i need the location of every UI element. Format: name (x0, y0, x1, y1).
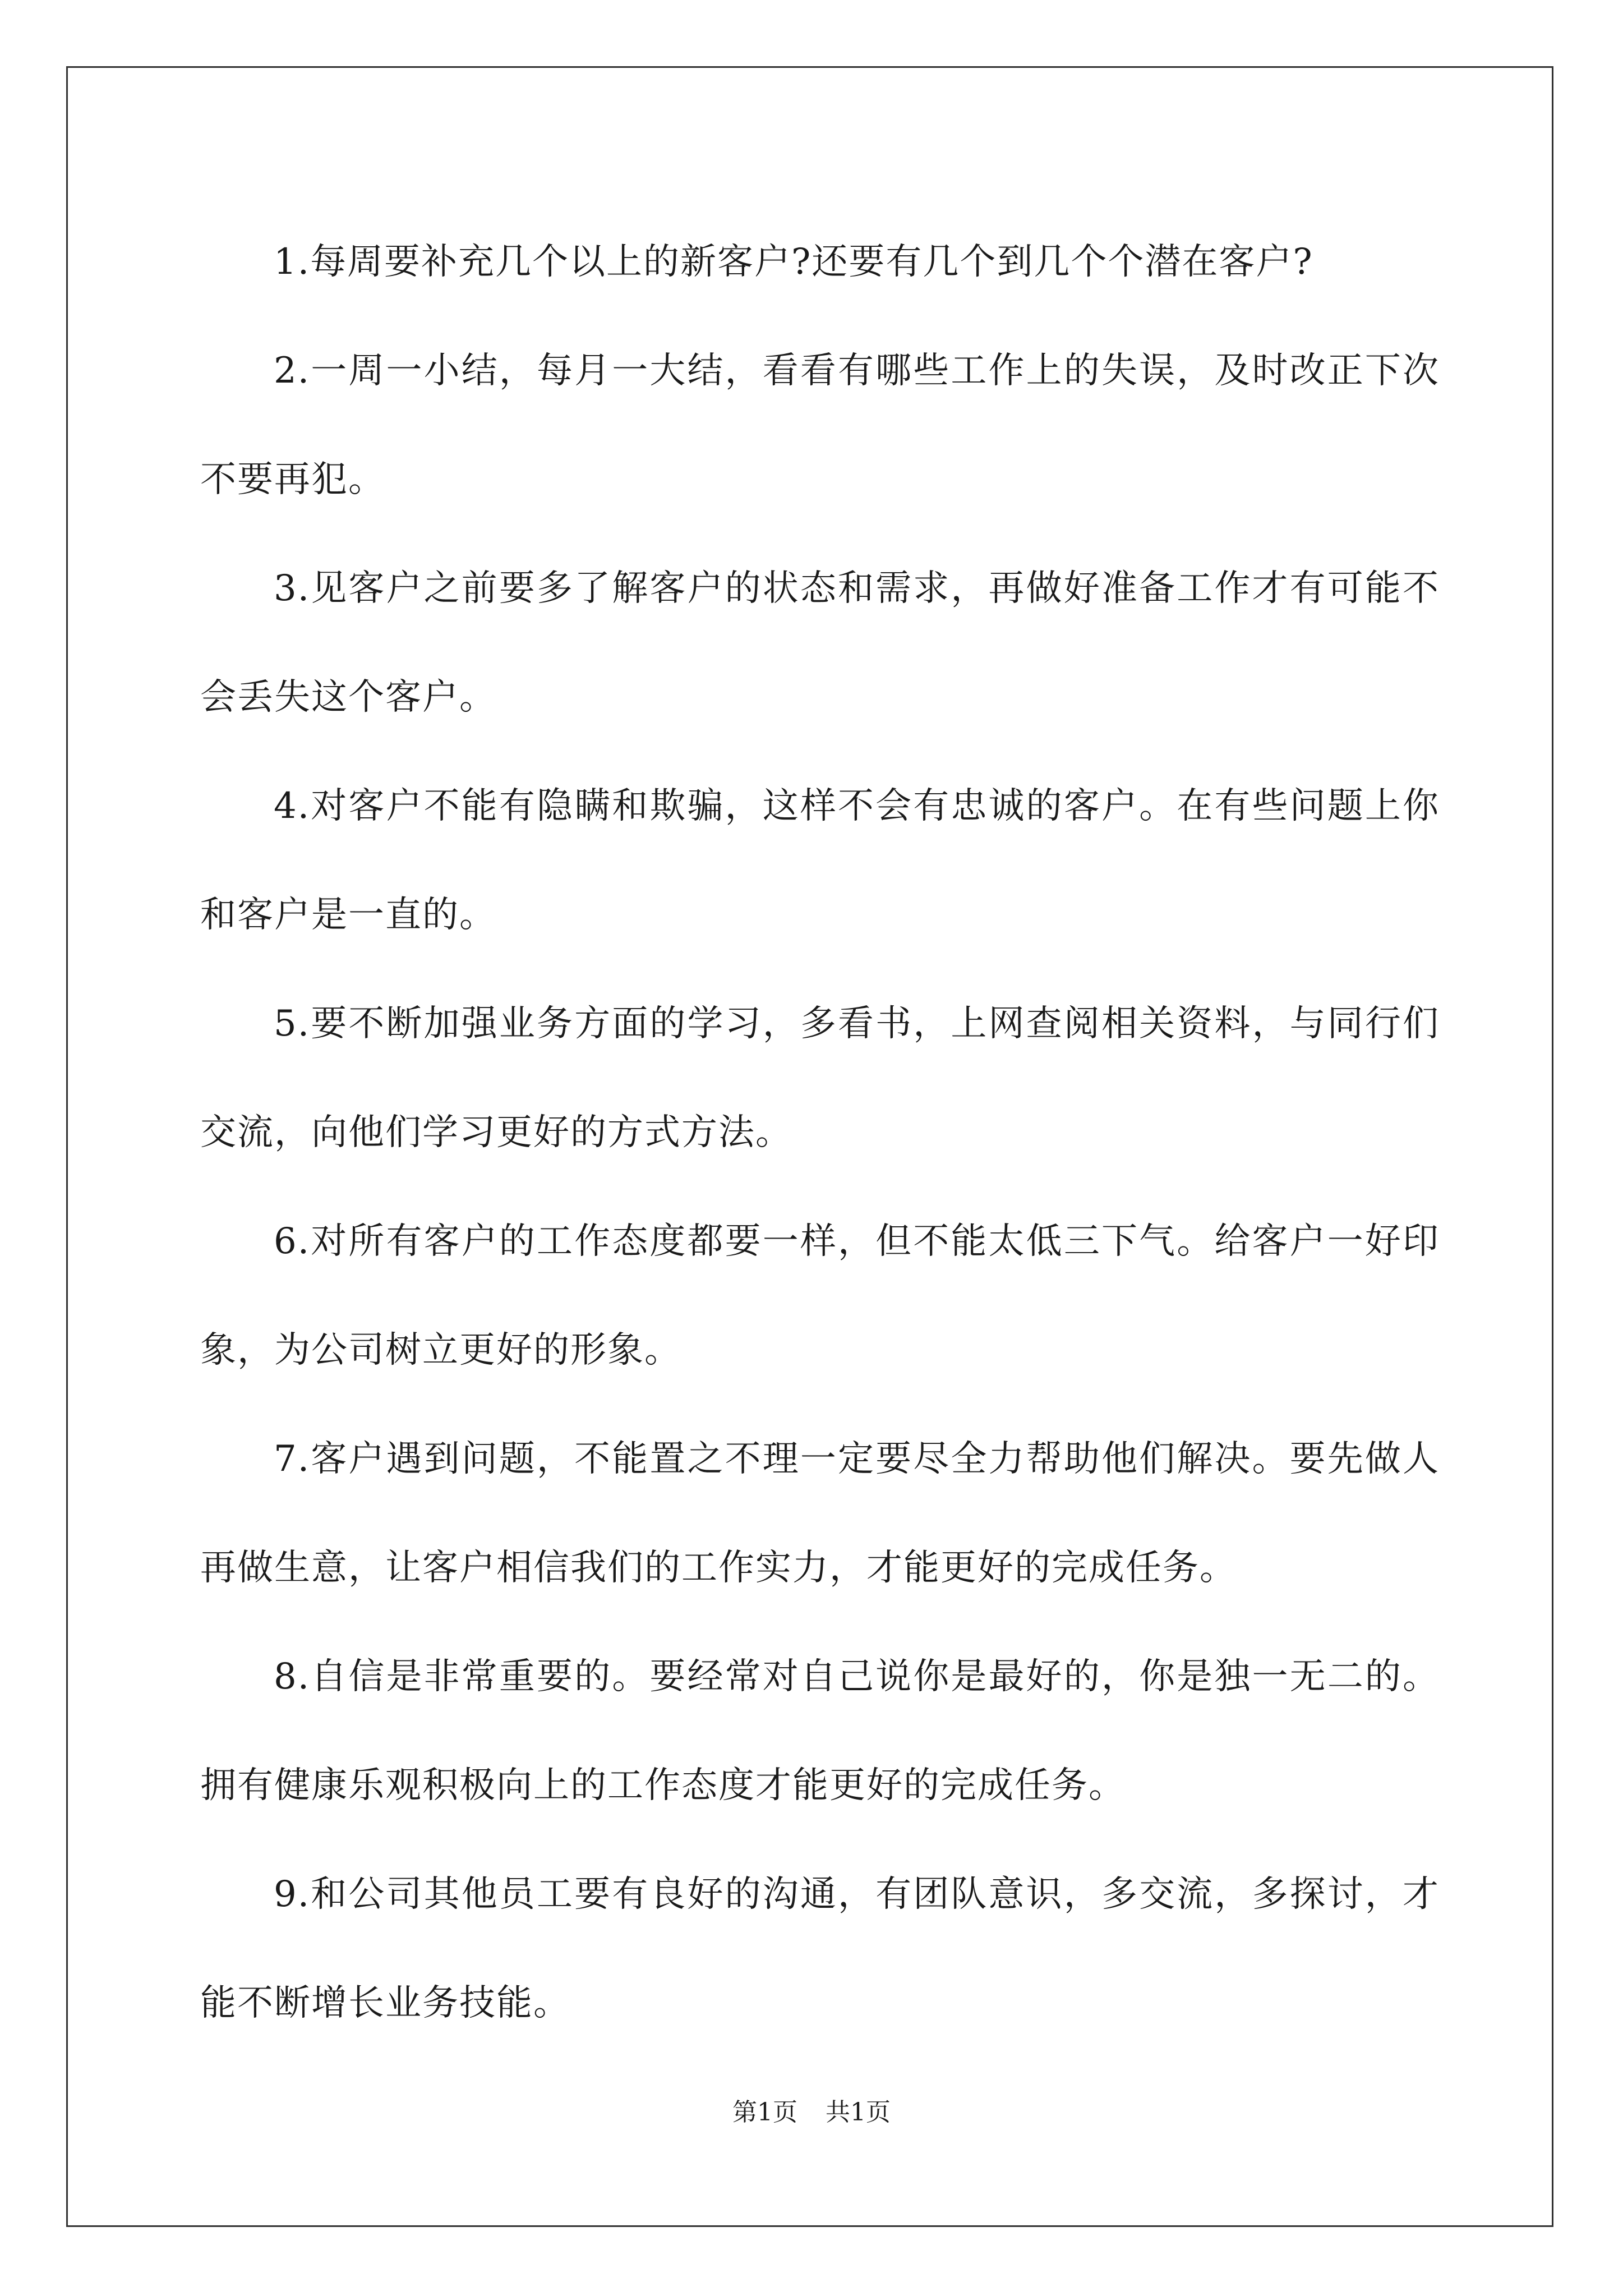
page-footer (0, 2096, 1623, 2129)
paragraph-7: 7.客户遇到问题，不能置之不理一定要尽全力帮助他们解决。要先做人再做生意，让客户相信我们的工作实力，才能更好的完成任务。 (200, 1438, 1440, 1589)
paragraph-8: 8.自信是非常重要的。要经常对自己说你是最好的，你是独一无二的。拥有健康乐观积极向上的工作态度才能更好的完成任务。 (200, 1656, 1440, 1806)
paragraph-9: 9.和公司其他员工要有良好的沟通，有团队意识，多交流，多探讨，才能不断增长业务技能。 (200, 1874, 1440, 2024)
paragraph-3: 3.见客户之前要多了解客户的状态和需求，再做好准备工作才有可能不会丢失这个客户。 (200, 568, 1440, 718)
document-body (200, 208, 1440, 2058)
paragraph-4: 4.对客户不能有隐瞒和欺骗，这样不会有忠诚的客户。在有些问题上你和客户是一直的。 (200, 785, 1440, 936)
paragraph-5: 5.要不断加强业务方面的学习，多看书，上网查阅相关资料，与同行们交流，向他们学习更好的方式方法。 (200, 1003, 1440, 1153)
paragraph-2: 2.一周一小结，每月一大结，看看有哪些工作上的失误，及时改正下次不要再犯。 (200, 350, 1440, 500)
page-number-current: 第1页 (732, 2098, 797, 2127)
paragraph-6: 6.对所有客户的工作态度都要一样，但不能太低三下气。给客户一好印象，为公司树立更好的形象。 (200, 1221, 1440, 1371)
page-number-total: 共1页 (826, 2098, 891, 2127)
paragraph-1: 1.每周要补充几个以上的新客户?还要有几个到几个个潜在客户? (274, 241, 1313, 283)
